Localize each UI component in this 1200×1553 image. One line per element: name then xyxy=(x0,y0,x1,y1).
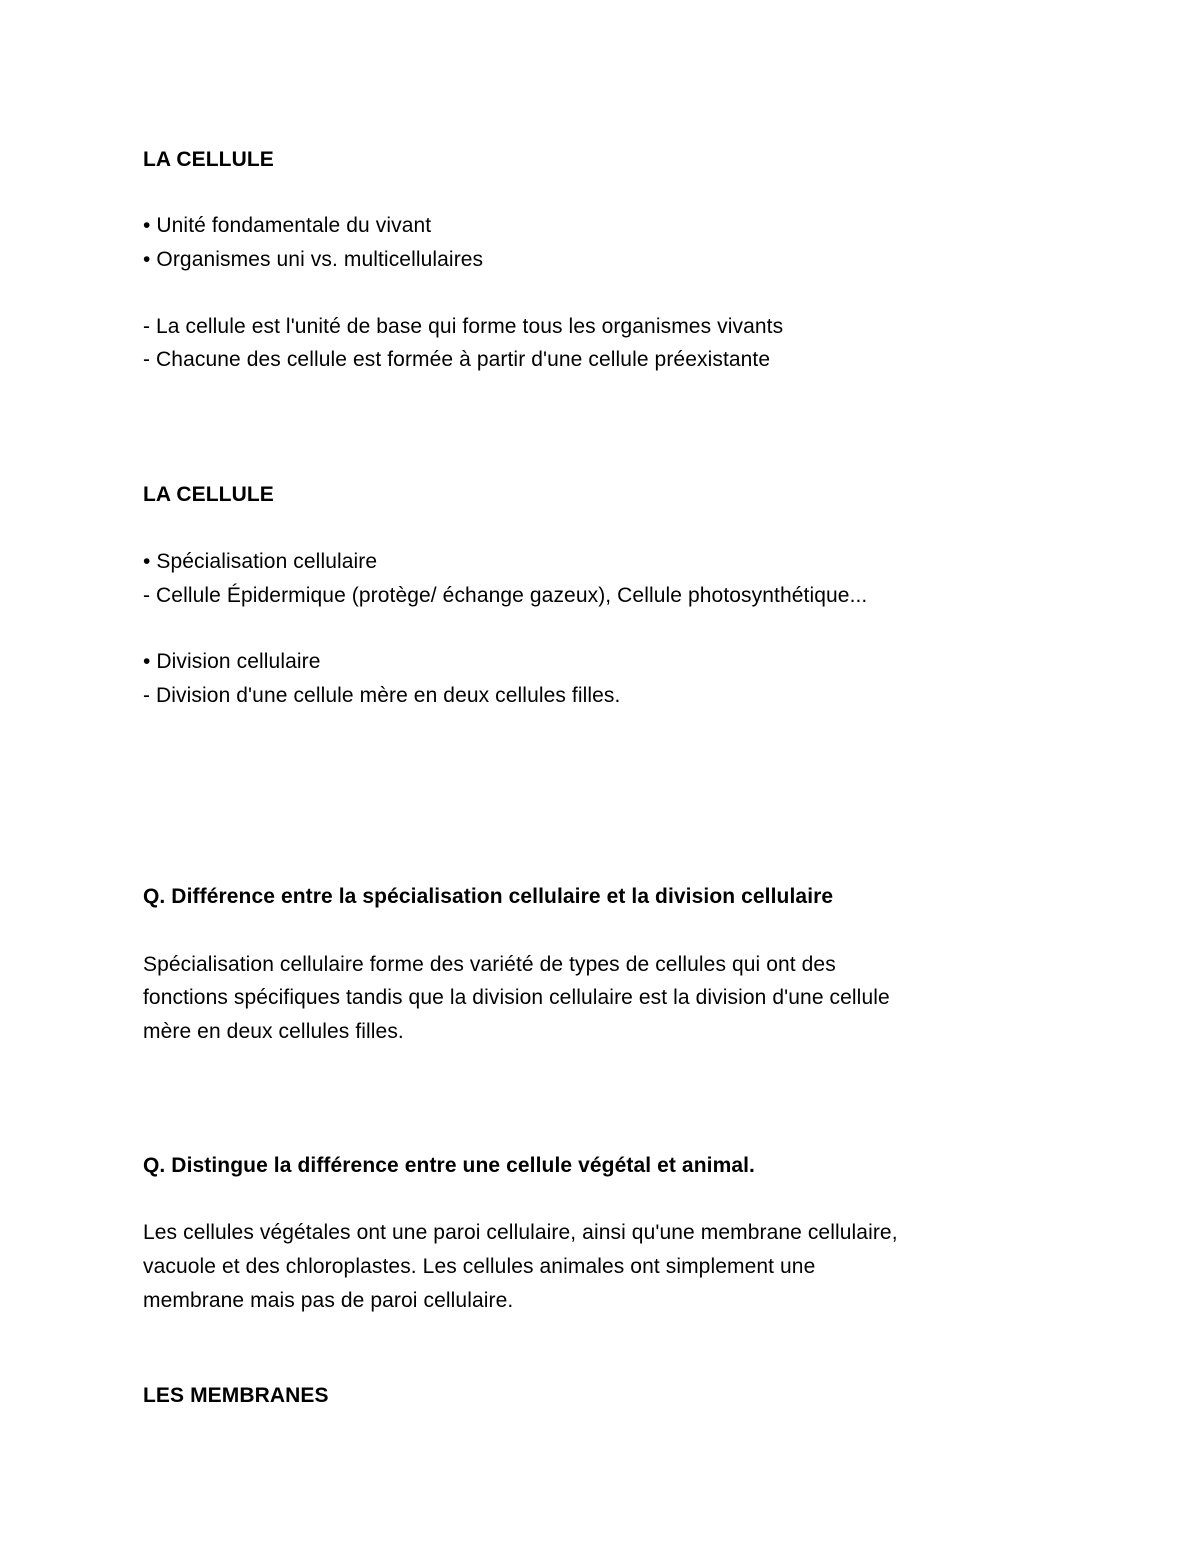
question2-answer-line-3: membrane mais pas de paroi cellulaire. xyxy=(143,1289,514,1312)
section1-heading: LA CELLULE xyxy=(143,148,274,171)
section2-bullet-2: • Division cellulaire xyxy=(143,650,321,673)
question2-answer-line-1: Les cellules végétales ont une paroi cellulaire, ainsi qu'une membrane cellulaire, xyxy=(143,1221,898,1244)
section2-dash-1: - Cellule Épidermique (protège/ échange gazeux), Cellule photosynthétique... xyxy=(143,584,868,607)
question2-answer-line-2: vacuole et des chloroplastes. Les cellules animales ont simplement une xyxy=(143,1255,816,1278)
question2-title: Q. Distingue la différence entre une cellule végétal et animal. xyxy=(143,1154,755,1177)
question1-answer-line-3: mère en deux cellules filles. xyxy=(143,1020,404,1043)
section2-dash-2: - Division d'une cellule mère en deux cellules filles. xyxy=(143,684,621,707)
section2-bullet-1: • Spécialisation cellulaire xyxy=(143,550,378,573)
section1-bullet-2: • Organismes uni vs. multicellulaires xyxy=(143,248,484,271)
section1-dash-2: - Chacune des cellule est formée à partir d'une cellule préexistante xyxy=(143,348,771,371)
section1-dash-1: - La cellule est l'unité de base qui forme tous les organismes vivants xyxy=(143,315,784,338)
section1-bullet-1: • Unité fondamentale du vivant xyxy=(143,214,432,237)
question1-title: Q. Différence entre la spécialisation cellulaire et la division cellulaire xyxy=(143,885,834,908)
question1-answer-line-1: Spécialisation cellulaire forme des variété de types de cellules qui ont des xyxy=(143,953,836,976)
section2-heading: LA CELLULE xyxy=(143,483,274,506)
question1-answer-line-2: fonctions spécifiques tandis que la division cellulaire est la division d'une cellule xyxy=(143,986,890,1009)
section3-heading: LES MEMBRANES xyxy=(143,1384,329,1407)
